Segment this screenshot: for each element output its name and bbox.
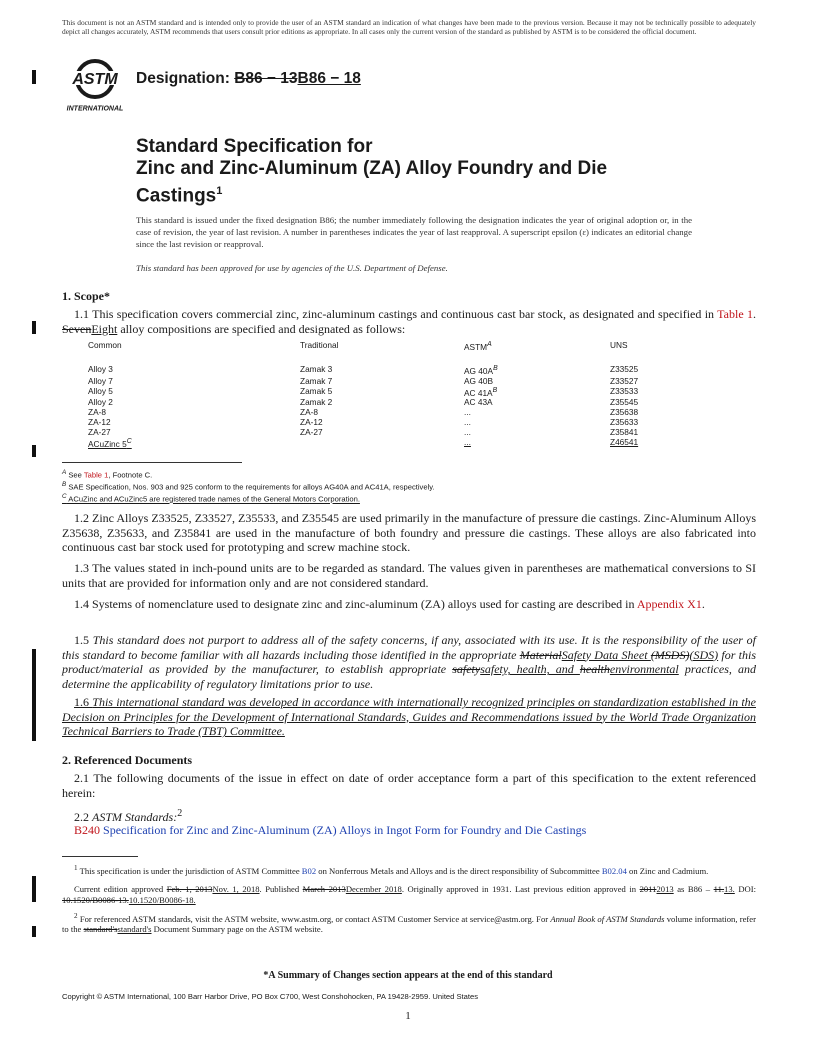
table-footnote-b: $^B$ SAE Specification, Nos. 903 and 925 conform to the requirements for alloys AG40A and AC41A, respectively. xyxy=(62,481,435,492)
svg-text:INTERNATIONAL: INTERNATIONAL xyxy=(66,105,124,113)
designation-new: B86 − 18 xyxy=(297,70,361,87)
designation-old: B86 − 13 xyxy=(234,70,298,87)
designation: Designation: B86 − 13B86 − 18 xyxy=(136,70,361,87)
paragraph-1-5: 1.5 This standard does not purport to address all of the safety concerns, if any, associated with its use. It is the responsibility of the user of this standard to become familiar with all hazards including those identified in the appropriate MaterialSafety Data Sheet (MSDS)(SDS) for this product/material as provided by the manufacturer, to establish appropriate safetysafety, health, and healthenvironmental practices, and determine the applicability of regulatory limitations prior to use. xyxy=(62,633,757,691)
disclaimer-notice: This document is not an ASTM standard and is intended only to provide the user of an ASTM standard an indication of what changes have been made to the previous version. Because it may not be technically possible to adequately depict all changes accurately, ASTM recommends that users consult prior editions as appropriate. In all cases only the current version of the standard as published by ASTM is to be considered the official document. xyxy=(62,18,756,37)
paragraph-2-1: 2.1 The following documents of the issue in effect on date of order acceptance form a part of this specification to the extent referenced herein: xyxy=(62,771,756,800)
table-1-link[interactable]: Table 1 xyxy=(717,307,753,321)
change-bar xyxy=(32,321,36,334)
table-row: ZA-8 ZA-8 ... Z35638 xyxy=(88,407,639,418)
svg-text:ASTM: ASTM xyxy=(72,71,118,88)
alloy-designation-table: Common Traditional $ASTM^A$ UNS Alloy 3 Zamak 3 AG $40A^B$ Z33525 Alloy 7 Zamak 7 AG 40B Z33527 Alloy 5 Zamak 5 AC $41A^B$ Z33533 Alloy 2 Zamak 2 AC 43A Z35545 ZA-8 ZA-8 ... Z35638 ZA-12 ZA-12 ... Z35633 ZA-27 ZA-27 ... Z35841 ACuZinc $5^C$ ... Z46541 xyxy=(88,340,690,449)
page-number: 1 xyxy=(405,1010,411,1022)
paragraph-1-1: 1.1 This specification covers commercial zinc, zinc-aluminum castings and continuous cast bar stock, as designated and specified in Table 1. SevenEight alloy compositions are specified and designated as follows: xyxy=(62,307,756,336)
paragraph-1-3: 1.3 The values stated in inch-pound units are to be regarded as standard. The values given in parentheses are mathematical conversions to SI units that are provided for information only and are not considered standard. xyxy=(62,561,756,590)
b240-title: Specification for Zinc and Zinc-Aluminum (ZA) Alloys in Ingot Form for Foundry and Die Castings xyxy=(100,823,587,837)
table-footnote-c: $^C$ ACuZinc and ACuZinc5 are registered trade names of the General Motors Corporation. xyxy=(62,493,360,504)
table-footnote-a: $^A$ See Table 1, Footnote C. xyxy=(62,469,153,480)
section-heading-scope: 1. Scope* xyxy=(62,289,110,303)
footnote-1: $^1$ This specification is under the jurisdiction of ASTM Committee B02 on Nonferrous Metals and Alloys and is the direct responsibility of Subcommittee B02.04 on Zinc and Cadmium. xyxy=(74,864,709,876)
summary-of-changes-note: *A Summary of Changes section appears at the end of this standard xyxy=(263,970,553,981)
section-heading-referenced-documents: 2. Referenced Documents xyxy=(62,753,193,767)
issue-note: This standard is issued under the fixed designation B86; the number immediately following the designation indicates the year of original adoption or, in the case of revision, the year of last revision. A number in parentheses indicates the year of last reapproval. A superscript epsilon (ε) indicates an editorial change since the last revision or reapproval. xyxy=(136,215,692,249)
paragraph-1-2: 1.2 Zinc Alloys Z33525, Z33527, Z35533, and Z35545 are used primarily in the manufacture of pressure die castings. Zinc-Aluminum Alloys Z35638, Z35633, and Z35841 are used in the manufacture of both foundry and pressure die castings. These alloys are also fabricated into continuous cast bar stock used for prototyping and screw machine stock. xyxy=(62,511,756,555)
b240-code: B240 xyxy=(74,823,101,837)
change-bar xyxy=(32,876,36,902)
table-row: ACuZinc $5^C$ ... Z46541 xyxy=(88,437,639,450)
table-row: ZA-27 ZA-27 ... Z35841 xyxy=(88,427,639,438)
astm-logo xyxy=(62,55,128,115)
paragraph-1-4: 1.4 Systems of nomenclature used to designate zinc and zinc-aluminum (ZA) alloys used for casting are described in Appendix X1. xyxy=(74,597,705,611)
footnote-edition: Current edition approved Feb. 1, 2013Nov. 1, 2018. Published March 2013December 2018. Originally approved in 1931. Last previous edition approved in 20112013 as B86 – 11.13. DOI: 10.1520/B0086-13.10.1520/B0086-18. xyxy=(62,884,756,905)
paragraph-2-2: 2.2 ASTM Standards:$^2$ xyxy=(74,808,183,824)
change-bar xyxy=(32,70,36,84)
change-bar xyxy=(32,926,36,937)
table-row: Alloy 2 Zamak 2 AC 43A Z35545 xyxy=(88,397,639,408)
copyright: Copyright © ASTM International, 100 Barr Harbor Drive, PO Box C700, West Conshohocken, PA 19428-2959. United States xyxy=(62,992,479,1001)
change-bar xyxy=(32,649,36,741)
appendix-x1-link[interactable]: Appendix X1 xyxy=(636,597,702,611)
footnote-2: $^2$ For referenced ASTM standards, visit the ASTM website, www.astm.org, or contact ASTM Customer Service at service@astm.org. For Annual Book of ASTM Standards volume information, refer to the standard'sstandard's Document Summary page on the ASTM website. xyxy=(62,912,756,935)
table-row: ZA-12 ZA-12 ... Z35633 xyxy=(88,417,639,428)
change-bar xyxy=(32,445,36,457)
table-footnote-rule xyxy=(62,462,242,463)
table-row: Alloy 3 Zamak 3 AG $40A^B$ Z33525 xyxy=(88,363,639,376)
footnote-rule xyxy=(62,856,138,857)
reference-b240[interactable] xyxy=(74,823,754,838)
document-title: Standard Specification for Zinc and Zinc-Aluminum (ZA) Alloy Foundry and Die Castings$^1$ xyxy=(136,136,608,207)
table-row: Alloy 5 Zamak 5 AC $41A^B$ Z33533 xyxy=(88,385,639,398)
table-row: Alloy 7 Zamak 7 AG 40B Z33527 xyxy=(88,375,639,386)
paragraph-1-6: 1.6 This international standard was developed in accordance with internationally recognized principles on standardization established in the Decision on Principles for the Development of International Standards, Guides and Recommendations issued by the World Trade Organization Technical Barriers to Trade (TBT) Committee. xyxy=(62,695,756,739)
dod-note: This standard has been approved for use by agencies of the U.S. Department of Defense. xyxy=(136,263,448,273)
